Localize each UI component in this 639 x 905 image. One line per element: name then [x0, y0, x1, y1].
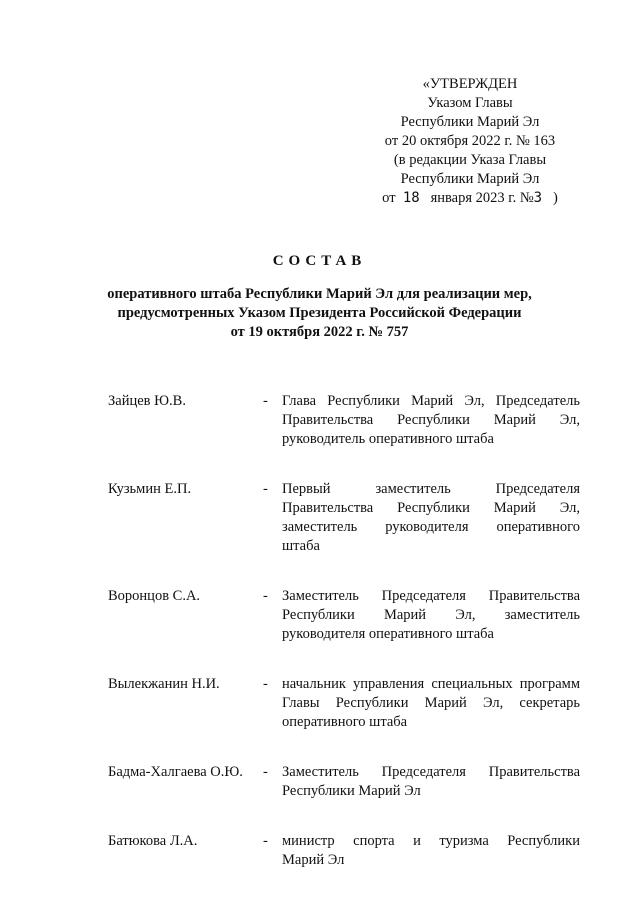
role-line: Заместитель Председателя Правительства: [282, 764, 580, 780]
approval-line-4: от 20 октября 2022 г. № 163: [384, 133, 556, 149]
members-list: [108, 392, 580, 870]
member-role: [282, 675, 580, 732]
member-role: [282, 763, 580, 801]
subtitle-line-2: предусмотренных Указом Президента Российской Федерации: [117, 305, 522, 321]
member-row: [108, 392, 580, 449]
subtitle-line-3: от 19 октября 2022 г. № 757: [230, 324, 409, 340]
role-line: начальник управления специальных программ: [282, 676, 580, 692]
role-line: Правительства Республики Марий Эл,: [282, 412, 580, 428]
date-prefix: от: [382, 190, 396, 206]
role-line: Первый заместитель Председателя: [282, 481, 580, 497]
approval-line-6: Республики Марий Эл: [400, 171, 540, 187]
subtitle-line-1: оперативного штаба Республики Марий Эл для реализации мер,: [107, 286, 532, 302]
member-dash: -: [263, 588, 268, 604]
date-day: 18: [402, 190, 420, 206]
member-name: Кузьмин Е.П.: [108, 481, 192, 497]
role-line: Заместитель Председателя Правительства: [282, 588, 580, 604]
role-line: Главы Республики Марий Эл, секретарь: [282, 695, 580, 711]
role-line: министр спорта и туризма Республики: [282, 833, 580, 849]
member-row: [108, 587, 580, 644]
member-name: Воронцов С.А.: [108, 588, 201, 604]
approval-stamp: [370, 75, 570, 208]
member-dash: -: [263, 481, 268, 497]
date-mid: января 2023 г. №: [430, 190, 534, 206]
role-line: руководителя оперативного штаба: [282, 626, 494, 642]
page-title: СОСТАВ: [272, 253, 367, 269]
member-row: [108, 763, 580, 801]
member-dash: -: [263, 393, 268, 409]
member-row: [108, 675, 580, 732]
member-name: Зайцев Ю.В.: [108, 393, 186, 409]
member-dash: -: [263, 764, 268, 780]
role-line: Республики Марий Эл: [282, 783, 421, 799]
member-row: [108, 480, 580, 556]
role-line: руководитель оперативного штаба: [282, 431, 494, 447]
member-role: [282, 587, 580, 644]
approval-line-5: (в редакции Указа Главы: [393, 152, 547, 168]
member-role: [282, 832, 580, 870]
role-line: Глава Республики Марий Эл, Председатель: [282, 393, 580, 409]
member-row: [108, 832, 580, 870]
role-line: оперативного штаба: [282, 714, 408, 730]
member-name: Вылекжанин Н.И.: [108, 676, 220, 692]
role-line: Марий Эл: [282, 852, 345, 868]
member-role: [282, 480, 580, 556]
member-name: Бадма-Халгаева О.Ю.: [108, 764, 243, 780]
member-name: Батюкова Л.А.: [108, 833, 198, 849]
date-close: ): [552, 190, 558, 206]
approval-line-3: Республики Марий Эл: [400, 114, 540, 130]
date-num: 3: [533, 190, 543, 206]
approval-line-1: «УТВЕРЖДЕН: [422, 76, 518, 92]
member-dash: -: [263, 833, 268, 849]
role-line: заместитель руководителя оперативного: [282, 519, 580, 535]
member-role: [282, 392, 580, 449]
approval-line-2: Указом Главы: [427, 95, 513, 111]
role-line: штаба: [282, 538, 320, 554]
page-subtitle: [60, 285, 579, 342]
role-line: Правительства Республики Марий Эл,: [282, 500, 580, 516]
member-dash: -: [263, 676, 268, 692]
role-line: Республики Марий Эл, заместитель: [282, 607, 580, 623]
approval-date-line: [370, 189, 570, 208]
